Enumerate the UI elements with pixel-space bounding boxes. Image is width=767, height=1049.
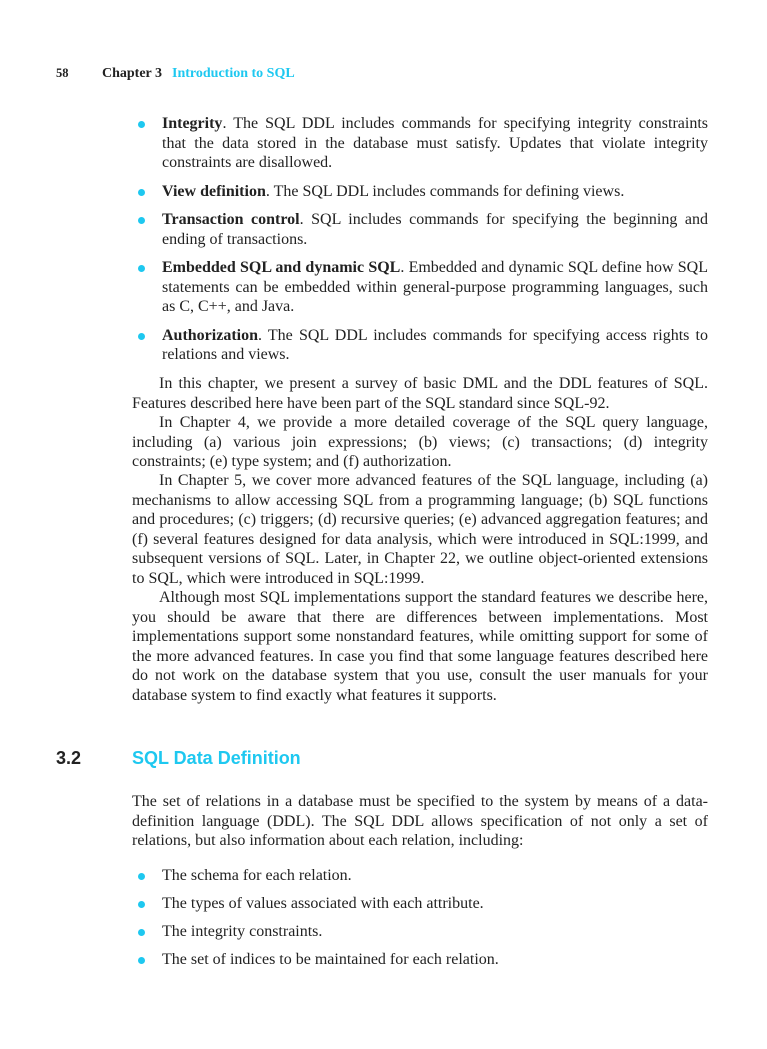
bullet-term: Authorization — [162, 326, 258, 344]
bullet-icon — [138, 333, 145, 340]
bullet-icon — [138, 189, 145, 196]
bullet-text: The integrity constraints. — [162, 923, 323, 940]
section-intro-paragraph: The set of relations in a database must be specified to the system by means of a data-definition language (DDL). The SQL DDL allows specification of not only a set of relations, but also information about each relation, including: — [132, 793, 708, 849]
chapter-label: Chapter 3 — [102, 66, 163, 81]
list-item — [132, 894, 708, 914]
bullet-text: . Embedded and dynamic SQL define how SQL statements can be embedded within general-purpose programming languages, such as C, C++, and Java. — [162, 259, 708, 315]
chapter-title: Introduction to SQL — [172, 66, 295, 81]
body-paragraph: Although most SQL implementations support the standard features we describe here, you should be aware that there are differences between implementations. Most implementations support some nonstandard features, while omitting support for some of the more advanced features. In case you find that some language features described here do not work on the database system that you use, consult the user manuals for your database system to find exactly what features it supports. — [132, 589, 708, 704]
bullet-icon — [138, 873, 145, 880]
bullet-icon — [138, 929, 145, 936]
body-paragraph: In this chapter, we present a survey of basic DML and the DDL features of SQL. Features described here have been part of the SQL standard since SQL-92. — [132, 375, 708, 412]
bullet-icon — [138, 957, 145, 964]
bullet-term: View definition — [162, 182, 266, 200]
list-item — [132, 114, 708, 173]
bullet-icon — [138, 901, 145, 908]
bullet-icon — [138, 265, 145, 272]
bullet-icon — [138, 121, 145, 128]
running-head — [56, 66, 295, 82]
bullet-term: Embedded SQL and dynamic SQL — [162, 259, 401, 276]
bullet-text: The schema for each relation. — [162, 867, 352, 884]
list-item — [132, 866, 708, 886]
list-item — [132, 258, 708, 317]
bullet-icon — [138, 217, 145, 224]
bullet-text: . SQL includes commands for specifying the beginning and ending of transactions. — [162, 211, 708, 248]
section-title: SQL Data Definition — [132, 748, 301, 768]
list-item — [132, 210, 708, 249]
bullet-text: The types of values associated with each attribute. — [162, 895, 484, 912]
feature-bullet-list — [132, 114, 708, 374]
list-item — [132, 950, 708, 970]
ddl-specification-list — [132, 866, 708, 978]
body-paragraph: In Chapter 4, we provide a more detailed coverage of the SQL query language, including (a) various join expressions; (b) views; (c) transactions; (d) integrity constraints; (e) type system; and (f) authorization. — [132, 414, 708, 470]
bullet-term: Transaction control — [162, 211, 300, 228]
body-paragraph: In Chapter 5, we cover more advanced features of the SQL language, including (a) mechanisms to allow accessing SQL from a programming language; (b) SQL functions and procedures; (c) triggers; (d) recursive queries; (e) advanced aggregation features; and (f) several features designed for data analysis, which were introduced in SQL:1999, and subsequent versions of SQL. Later, in Chapter 22, we outline object-oriented extensions to SQL, which were introduced in SQL:1999. — [132, 472, 708, 587]
bullet-text: The set of indices to be maintained for each relation. — [162, 951, 499, 968]
list-item — [132, 326, 708, 365]
bullet-text: . The SQL DDL includes commands for specifying integrity constraints that the data stored in the database must satisfy. Updates that violate integrity constraints are disallowed. — [162, 115, 708, 171]
bullet-text: . The SQL DDL includes commands for defining views. — [265, 182, 625, 200]
bullet-text: . The SQL DDL includes commands for specifying access rights to relations and views. — [162, 326, 708, 363]
page-number: 58 — [56, 66, 69, 80]
section-heading — [56, 748, 301, 769]
bullet-term: Integrity — [162, 115, 223, 132]
section-number: 3.2 — [56, 748, 82, 768]
list-item — [132, 182, 708, 202]
list-item — [132, 922, 708, 942]
